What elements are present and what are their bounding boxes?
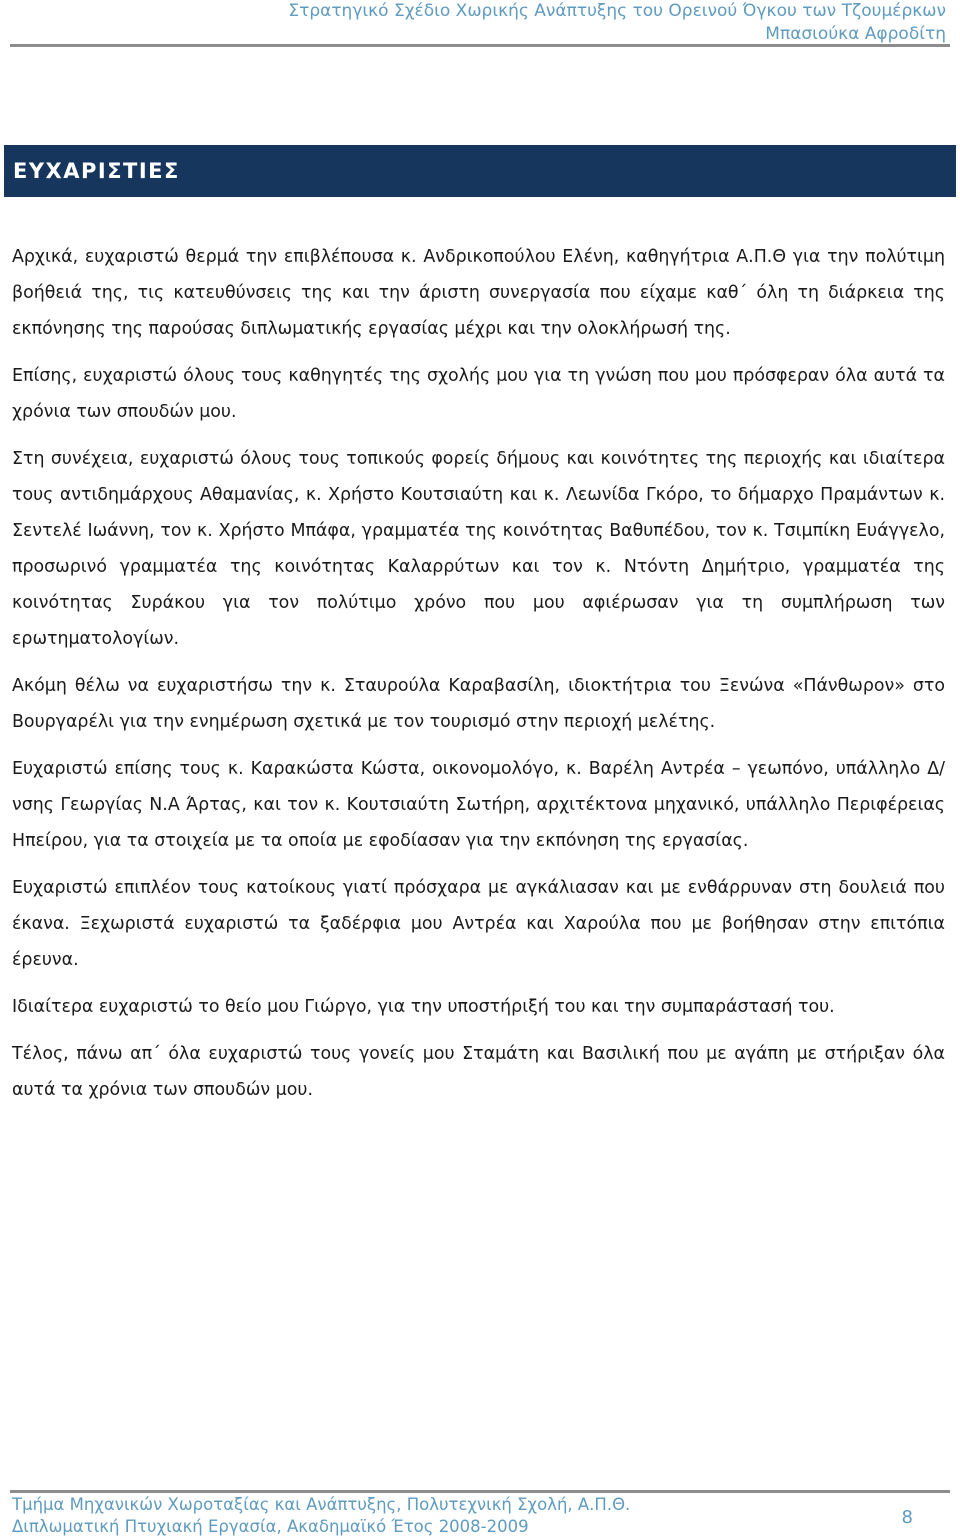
- paragraph-parents: Τέλος, πάνω απ΄ όλα ευχαριστώ τους γονείς μου Σταμάτη και Βασιλική που με αγάπη με στήριξαν όλα αυτά τα χρόνια των σπουδών μου.: [12, 1044, 945, 1100]
- paragraph-local-authorities: Στη συνέχεια, ευχαριστώ όλους τους τοπικούς φορείς δήμους και κοινότητες της περιοχής και ιδιαίτερα τους αντιδημάρχους Αθαμανίας, κ. Χρήστο Κουτσιαύτη και κ. Λεωνίδα Γκόρο, το δήμαρχο Πραμάντων κ. Σεντελέ Ιωάννη, τον κ. Χρήστο Μπάφα, γραμματέα της κοινότητας Βαθυπέδου, τον κ. Τσιμπίκη Ευάγγελο, προσωρινό γραμματέα της κοινότητας Καλαρρύτων και τον κ. Ντόντη Δημήτριο, γραμματέα της κοινότητας Συράκου για τον πολύτιμο χρόνο που μου αφιέρωσαν για τη συμπλήρωση των ερωτηματολογίων.: [12, 449, 945, 649]
- paragraph-uncle: Ιδιαίτερα ευχαριστώ το θείο μου Γιώργο, για την υποστήριξή του και την συμπαράστασή του.: [12, 997, 835, 1017]
- page-number: 8: [901, 1507, 913, 1528]
- paragraph-guesthouse: Ακόμη θέλω να ευχαριστήσω την κ. Σταυρούλα Καραβασίλη, ιδιοκτήτρια του Ξενώνα «Πάνθωρον» στο Βουργαρέλι για την ενημέρωση σχετικά με τον τουρισμό στην περιοχή μελέτης.: [12, 676, 945, 732]
- header-author: Μπασιούκα Αφροδίτη: [765, 24, 946, 44]
- paragraph-residents: Ευχαριστώ επιπλέον τους κατοίκους γιατί πρόσχαρα με αγκάλιασαν και με ενθάρρυναν στη δουλειά που έκανα. Ξεχωριστά ευχαριστώ τα ξαδέρφια μου Αντρέα και Χαρούλα που με βοήθησαν στην επιτόπια έρευνα.: [12, 878, 945, 970]
- header-document-title: Στρατηγικό Σχέδιο Χωρικής Ανάπτυξης του Ορεινού Όγκου των Τζουμέρκων: [288, 1, 946, 21]
- footer-department: Τμήμα Μηχανικών Χωροταξίας και Ανάπτυξης, Πολυτεχνική Σχολή, Α.Π.Θ.: [12, 1495, 631, 1514]
- footer-divider: [10, 1490, 950, 1493]
- page-header: [288, 0, 946, 46]
- paragraph-experts: Ευχαριστώ επίσης τους κ. Καρακώστα Κώστα, οικονομολόγο, κ. Βαρέλη Αντρέα – γεωπόνο, υπάλληλο Δ/νσης Γεωργίας Ν.Α Άρτας, και τον κ. Κουτσιαύτη Σωτήρη, αρχιτέκτονα μηχανικό, υπάλληλο Περιφέρειας Ηπείρου, για τα στοιχεία με τα οποία με εφοδίασαν για την εκπόνηση της εργασίας.: [12, 759, 945, 851]
- page-footer: [12, 1494, 630, 1538]
- acknowledgements-body: [12, 239, 945, 1119]
- header-divider: [10, 44, 950, 47]
- paragraph-supervisor: Αρχικά, ευχαριστώ θερμά την επιβλέπουσα κ. Ανδρικοπούλου Ελένη, καθηγήτρια Α.Π.Θ για την πολύτιμη βοήθειά της, τις κατευθύνσεις της και την άριστη συνεργασία που είχαμε καθ΄ όλη τη διάρκεια της εκπόνησης της παρούσας διπλωματικής εργασίας μέχρι και την ολοκλήρωσή της.: [12, 247, 945, 339]
- paragraph-professors: Επίσης, ευχαριστώ όλους τους καθηγητές της σχολής μου για τη γνώση που μου πρόσφεραν όλα αυτά τα χρόνια των σπουδών μου.: [12, 366, 945, 422]
- footer-thesis-info: Διπλωματική Πτυχιακή Εργασία, Ακαδημαϊκό Έτος 2008-2009: [12, 1517, 529, 1536]
- section-title-bar: [4, 145, 956, 197]
- section-title: ΕΥΧΑΡΙΣΤΙΕΣ: [13, 159, 180, 183]
